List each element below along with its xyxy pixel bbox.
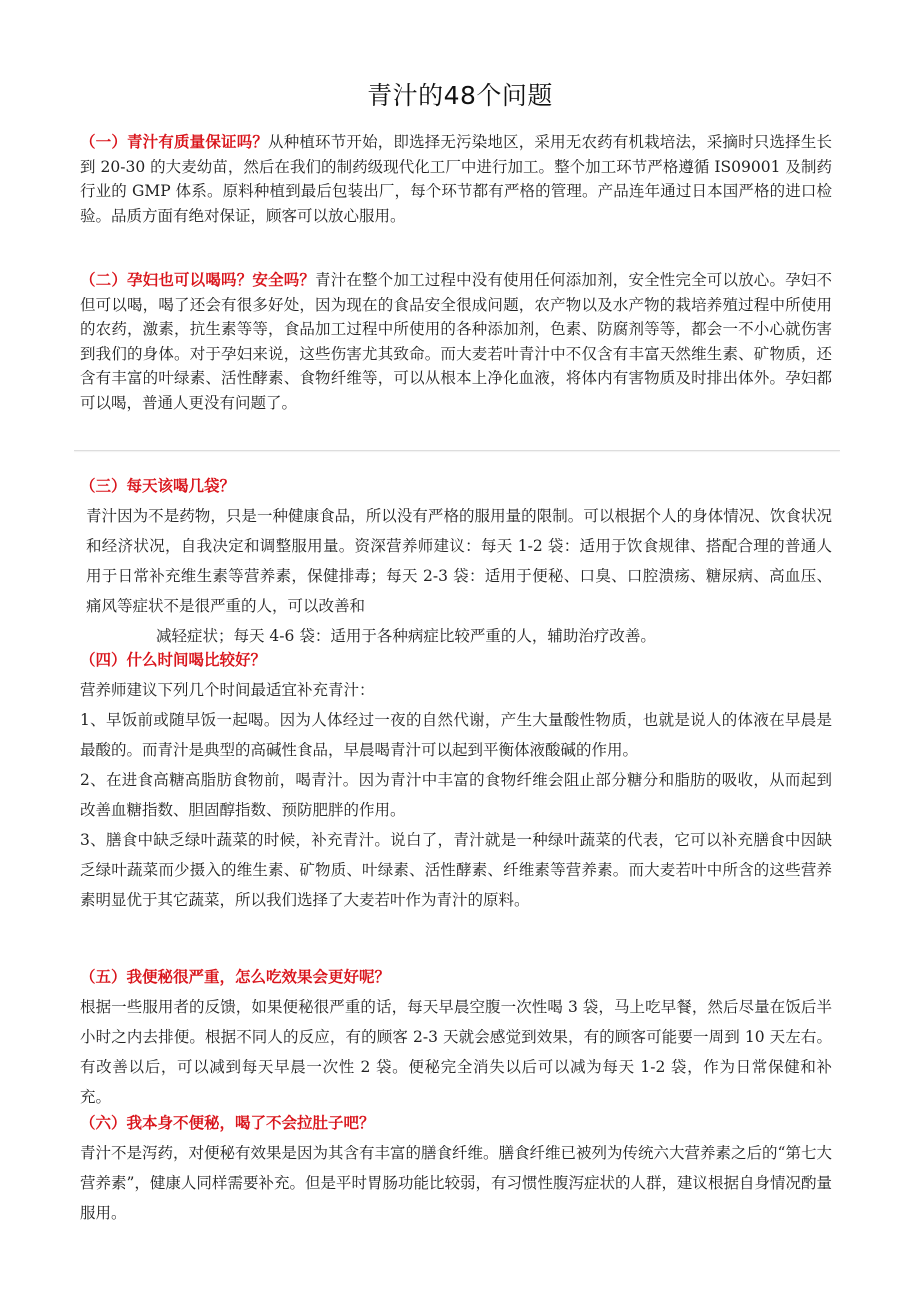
section-3-heading: （三）每天该喝几袋？ (80, 477, 236, 495)
section-3-body: 青汁因为不是药物，只是一种健康食品，所以没有严格的服用量的限制。可以根据个人的身体情况、饮食状况和经济状况，自我决定和调整服用量。资深营养师建议：每天 1-2 袋：适用于饮食规律、搭配合理的普通人用于日常补充维生素等营养素，保健排毒；每天 2-3 袋：适用于便秘、口臭、口腔溃疡、糖尿病、高血压、痛风等症状不是很严重的人，可以改善和 (86, 507, 832, 615)
section-1-body: 从种植环节开始，即选择无污染地区，采用无农药有机栽培法，采摘时只选择生长到 20-30 的大麦幼苗，然后在我们的制药级现代化工厂中进行加工。整个加工环节严格遵循 IS09001 及制药行业的 GMP 体系。原料种植到最后包装出厂，每个环节都有严格的管理。产品连年通过日本国严格的进口检验。品质方面有绝对保证，顾客可以放心服用。 (80, 133, 832, 225)
section-2 (80, 268, 832, 415)
section-2-paragraph (80, 268, 832, 415)
section-5 (80, 962, 832, 1112)
section-3-body-tail: 减轻症状；每天 4-6 袋：适用于各种病症比较严重的人，辅助治疗改善。 (156, 627, 656, 645)
section-divider (74, 450, 840, 451)
section-2-body: 青汁在整个加工过程中没有使用任何添加剂，安全性完全可以放心。孕妇不但可以喝，喝了还会有很多好处，因为现在的食品安全很成问题，农产物以及水产物的栽培养殖过程中所使用的农药，激素，抗生素等等，食品加工过程中所使用的各种添加剂，色素、防腐剂等等，都会一不小心就伤害到我们的身体。对于孕妇来说，这些伤害尤其致命。而大麦若叶青汁中不仅含有丰富天然维生素、矿物质，还含有丰富的叶绿素、活性酵素、食物纤维等，可以从根本上净化血液，将体内有害物质及时排出体外。孕妇都可以喝，普通人更没有问题了。 (80, 271, 832, 412)
section-5-heading: （五）我便秘很严重，怎么吃效果会更好呢？ (80, 968, 391, 986)
section-4 (80, 645, 832, 915)
section-4-item-2: 2、在进食高糖高脂肪食物前，喝青汁。因为青汁中丰富的食物纤维会阻止部分糖分和脂肪的吸收，从而起到改善血糖指数、胆固醇指数、预防肥胖的作用。 (80, 771, 832, 819)
section-1-heading: （一）青汁有质量保证吗？ (80, 133, 269, 151)
section-1 (80, 130, 832, 228)
section-4-item-3: 3、膳食中缺乏绿叶蔬菜的时候，补充青汁。说白了，青汁就是一种绿叶蔬菜的代表，它可以补充膳食中因缺乏绿叶蔬菜而少摄入的维生素、矿物质、叶绿素、活性酵素、纤维素等营养素。而大麦若叶中所含的这些营养素明显优于其它蔬菜，所以我们选择了大麦若叶作为青汁的原料。 (80, 831, 832, 909)
section-6-heading: （六）我本身不便秘，喝了不会拉肚子吧？ (80, 1114, 375, 1132)
section-4-heading: （四）什么时间喝比较好？ (80, 651, 267, 669)
section-1-paragraph (80, 130, 832, 228)
section-5-body: 根据一些服用者的反馈，如果便秘很严重的话，每天早晨空腹一次性喝 3 袋，马上吃早餐，然后尽量在饭后半小时之内去排便。根据不同人的反应，有的顾客 2-3 天就会感觉到效果，有的顾客可能要一周到 10 天左右。有改善以后，可以减到每天早晨一次性 2 袋。便秘完全消失以后可以减为每天 1-2 袋，作为日常保健和补充。 (80, 998, 832, 1106)
section-4-intro: 营养师建议下列几个时间最适宜补充青汁： (80, 681, 375, 699)
section-3 (80, 471, 832, 651)
document-title: 青汁的48个问题 (367, 81, 553, 110)
section-2-heading: （二）孕妇也可以喝吗？安全吗？ (80, 271, 316, 289)
section-6-body: 青汁不是泻药，对便秘有效果是因为其含有丰富的膳食纤维。膳食纤维已被列为传统六大营养素之后的“第七大营养素”，健康人同样需要补充。但是平时胃肠功能比较弱，有习惯性腹泻症状的人群，建议根据自身情况酌量服用。 (80, 1144, 832, 1222)
section-4-item-1: 1、早饭前或随早饭一起喝。因为人体经过一夜的自然代谢，产生大量酸性物质，也就是说人的体液在早晨是最酸的。而青汁是典型的高碱性食品，早晨喝青汁可以起到平衡体液酸碱的作用。 (80, 711, 832, 759)
section-6 (80, 1108, 832, 1228)
